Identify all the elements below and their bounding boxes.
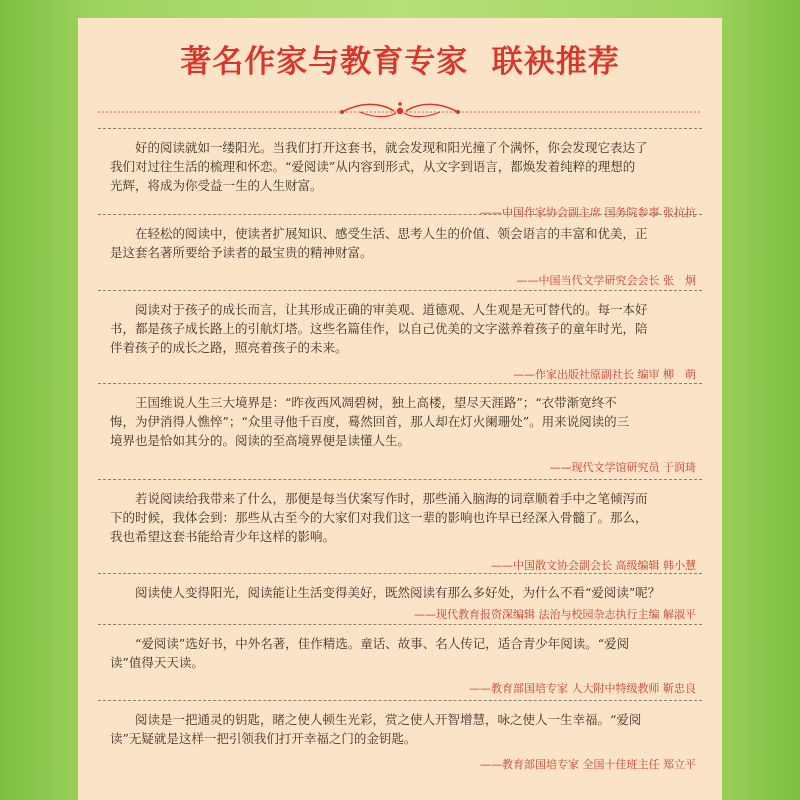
quote-line: 好的阅读就如一缕阳光。当我们打开这套书，就会发现和阳光撞了个满怀，你会发现它表达了 bbox=[110, 140, 648, 155]
recommendation-source: ——现代文学馆研究员 于润琦 bbox=[549, 461, 696, 474]
recommendation-quote bbox=[110, 224, 696, 262]
dashed-divider bbox=[98, 479, 702, 480]
quote-line: 悔，为伊消得人憔悴”；“众里寻他千百度，蓦然回首，那人却在灯火阑珊处”。用来说阅读的三 bbox=[110, 414, 630, 429]
dashed-divider bbox=[98, 700, 702, 701]
quote-line: 读”无疑就是这样一把引领我们打开幸福之门的金钥匙。 bbox=[110, 731, 417, 746]
quote-line: 读”值得天天读。 bbox=[110, 655, 204, 670]
recommendation-quote bbox=[110, 138, 696, 195]
dashed-divider bbox=[98, 624, 702, 625]
recommendation-quote bbox=[110, 300, 696, 357]
recommendation-quote bbox=[110, 489, 696, 546]
quote-line: 下的时候，我体会到：那些从古至今的大家们对我们这一辈的影响也许早已经深入骨髓了。那么， bbox=[110, 510, 648, 525]
dashed-divider bbox=[98, 383, 702, 384]
dashed-divider bbox=[98, 573, 702, 574]
quote-line: 若说阅读给我带来了什么，那便是每当伏案写作时，那些涌入脑海的词章顺着手中之笔倾泻而 bbox=[110, 491, 648, 506]
recommendation-quote bbox=[110, 634, 696, 672]
recommendation-source: ——教育部国培专家 全国十佳班主任 郑立平 bbox=[480, 758, 696, 771]
quote-line: 是这套名著所要给予读者的最宝贵的精神财富。 bbox=[110, 245, 373, 260]
quote-line: 光辉，将成为你受益一生的人生财富。 bbox=[110, 178, 323, 193]
ornament-divider-icon bbox=[98, 100, 702, 122]
quote-line: 伴着孩子的成长之路，照亮着孩子的未来。 bbox=[110, 340, 348, 355]
quote-line: 王国维说人生三大境界是：“昨夜西风凋碧树，独上高楼，望尽天涯路”；“衣带渐宽终不 bbox=[110, 395, 617, 410]
recommendation-quote bbox=[110, 393, 696, 450]
dashed-divider bbox=[98, 128, 702, 129]
recommendation-quote bbox=[110, 583, 696, 602]
quote-line: 我也希望这套书能给青少年这样的影响。 bbox=[110, 529, 336, 544]
recommendation-source: ——教育部国培专家 人大附中特级教师 靳忠良 bbox=[469, 682, 696, 695]
quote-line: 阅读使人变得阳光，阅读能让生活变得美好，既然阅读有那么多好处，为什么不看“爱阅读”呢？ bbox=[110, 585, 661, 600]
quote-line: 我们对过往生活的梳理和怀恋。“爱阅读”从内容到形式，从文字到语言，都焕发着纯粹的理想的 bbox=[110, 159, 636, 174]
recommendation-source: ——作家出版社原副社长 编审 柳 萌 bbox=[513, 368, 696, 381]
quote-line: “爱阅读”选好书，中外名著，佳作精选。童话、故事、名人传记，适合青少年阅读。“爱阅 bbox=[110, 636, 630, 651]
quote-line: 在轻松的阅读中，使读者扩展知识、感受生活、思考人生的价值、领会语言的丰富和优美，正 bbox=[110, 226, 648, 241]
recommendation-source: ——中国作家协会副主席 国务院参事 张抗抗 bbox=[480, 206, 696, 219]
quote-line: 境界也是恰如其分的。阅读的至高境界便是读懂人生。 bbox=[110, 433, 411, 448]
recommendation-card bbox=[78, 18, 722, 800]
recommendation-source: ——现代教育报资深编辑 法治与校园杂志执行主编 解淑平 bbox=[414, 608, 696, 621]
quote-line: 书，都是孩子成长路上的引航灯塔。这些名篇佳作，以自己优美的文字滋养着孩子的童年时光，陪 bbox=[110, 321, 648, 336]
recommendation-quote bbox=[110, 710, 696, 748]
page-title: 著名作家与教育专家 联袂推荐 bbox=[180, 44, 620, 80]
recommendation-source: ——中国散文协会副会长 高级编辑 韩小慧 bbox=[491, 559, 696, 572]
dashed-divider bbox=[98, 290, 702, 291]
recommendation-source: ——中国当代文学研究会会长 张 炯 bbox=[516, 274, 696, 287]
dashed-divider bbox=[98, 214, 702, 215]
quote-line: 阅读对于孩子的成长而言，让其形成正确的审美观、道德观、人生观是无可替代的。每一本好 bbox=[110, 302, 648, 317]
quote-line: 阅读是一把通灵的钥匙，睹之使人顿生光彩，赏之使人开智增慧，咏之使人一生幸福。“爱阅 bbox=[110, 712, 642, 727]
